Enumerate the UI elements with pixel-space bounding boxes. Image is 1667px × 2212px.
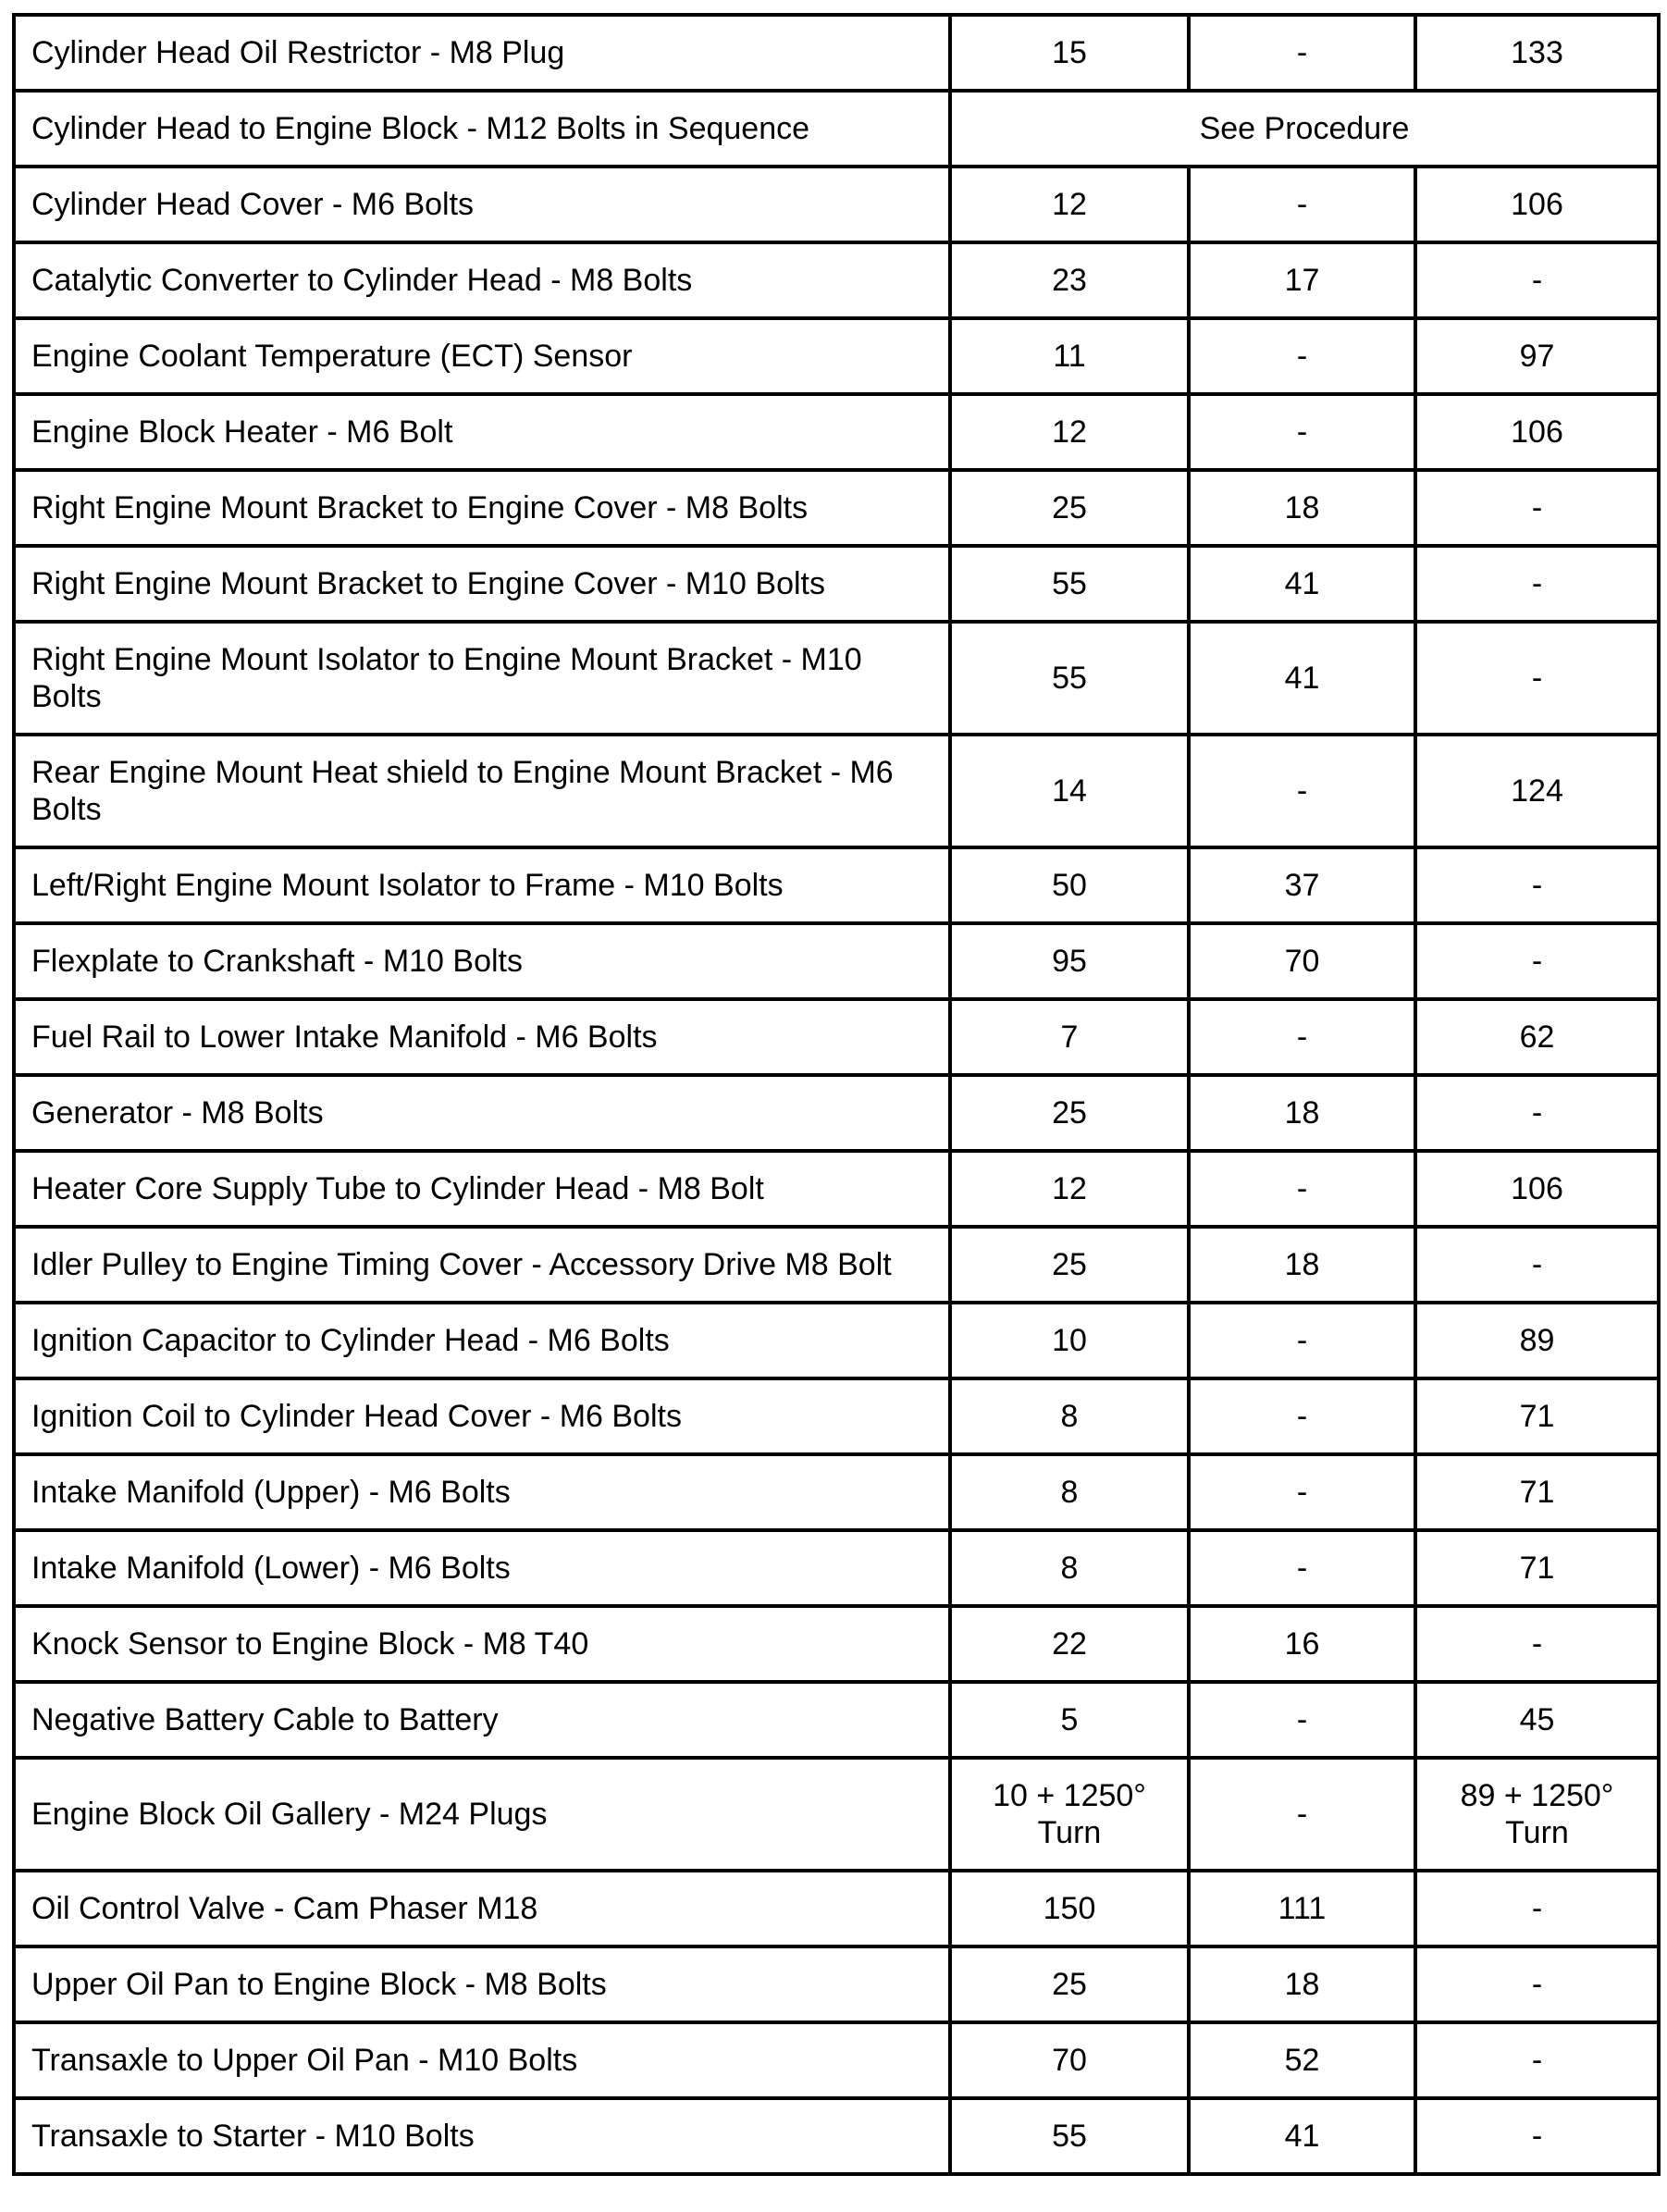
torque-nm-value: 50 <box>950 847 1189 923</box>
torque-lbin-value: 62 <box>1415 999 1659 1075</box>
torque-lbft-value: - <box>1189 1378 1415 1454</box>
torque-spec-table-body <box>14 15 1659 2174</box>
table-row <box>14 1758 1659 1871</box>
torque-lbin-value: 97 <box>1415 318 1659 394</box>
component-description: Heater Core Supply Tube to Cylinder Head - M8 Bolt <box>14 1151 950 1227</box>
torque-nm-value: 8 <box>950 1378 1189 1454</box>
component-description: Negative Battery Cable to Battery <box>14 1682 950 1758</box>
torque-nm-value: 12 <box>950 167 1189 242</box>
torque-nm-value: 70 <box>950 2022 1189 2098</box>
table-row <box>14 1871 1659 1946</box>
table-row <box>14 15 1659 91</box>
torque-lbft-value: - <box>1189 1454 1415 1530</box>
torque-nm-value: 23 <box>950 242 1189 318</box>
torque-nm-value: 12 <box>950 1151 1189 1227</box>
table-row <box>14 1682 1659 1758</box>
procedure-note: See Procedure <box>950 91 1659 167</box>
torque-lbin-value: - <box>1415 1227 1659 1303</box>
component-description: Knock Sensor to Engine Block - M8 T40 <box>14 1606 950 1682</box>
table-row <box>14 999 1659 1075</box>
table-row <box>14 91 1659 167</box>
torque-lbin-value: 45 <box>1415 1682 1659 1758</box>
torque-lbft-value: - <box>1189 1151 1415 1227</box>
torque-lbin-value: 106 <box>1415 1151 1659 1227</box>
table-row <box>14 1075 1659 1151</box>
component-description: Right Engine Mount Bracket to Engine Cover - M10 Bolts <box>14 546 950 622</box>
torque-lbft-value: - <box>1189 735 1415 847</box>
torque-nm-value: 11 <box>950 318 1189 394</box>
torque-nm-value: 22 <box>950 1606 1189 1682</box>
torque-lbin-value: - <box>1415 546 1659 622</box>
torque-nm-value: 25 <box>950 1227 1189 1303</box>
torque-nm-value: 25 <box>950 1075 1189 1151</box>
component-description: Catalytic Converter to Cylinder Head - M8 Bolts <box>14 242 950 318</box>
torque-lbft-value: 52 <box>1189 2022 1415 2098</box>
component-description: Oil Control Valve - Cam Phaser M18 <box>14 1871 950 1946</box>
torque-lbin-value: 124 <box>1415 735 1659 847</box>
torque-lbin-value: - <box>1415 242 1659 318</box>
torque-nm-value: 55 <box>950 546 1189 622</box>
torque-nm-value: 150 <box>950 1871 1189 1946</box>
torque-lbin-value: 106 <box>1415 394 1659 470</box>
table-row <box>14 923 1659 999</box>
torque-lbin-value: 89 <box>1415 1303 1659 1378</box>
torque-nm-value: 12 <box>950 394 1189 470</box>
torque-lbin-value: - <box>1415 1606 1659 1682</box>
torque-lbin-value: 71 <box>1415 1530 1659 1606</box>
torque-lbin-value: - <box>1415 1075 1659 1151</box>
table-row <box>14 167 1659 242</box>
component-description: Ignition Coil to Cylinder Head Cover - M6 Bolts <box>14 1378 950 1454</box>
table-row <box>14 2098 1659 2174</box>
table-row <box>14 2022 1659 2098</box>
component-description: Flexplate to Crankshaft - M10 Bolts <box>14 923 950 999</box>
table-row <box>14 1378 1659 1454</box>
component-description: Transaxle to Starter - M10 Bolts <box>14 2098 950 2174</box>
torque-lbft-value: 41 <box>1189 622 1415 735</box>
torque-nm-value: 10 + 1250° Turn <box>950 1758 1189 1871</box>
torque-lbin-value: - <box>1415 847 1659 923</box>
torque-lbft-value: - <box>1189 167 1415 242</box>
torque-lbft-value: - <box>1189 1530 1415 1606</box>
component-description: Upper Oil Pan to Engine Block - M8 Bolts <box>14 1946 950 2022</box>
torque-nm-value: 25 <box>950 1946 1189 2022</box>
component-description: Cylinder Head Oil Restrictor - M8 Plug <box>14 15 950 91</box>
torque-nm-value: 8 <box>950 1530 1189 1606</box>
component-description: Fuel Rail to Lower Intake Manifold - M6 Bolts <box>14 999 950 1075</box>
table-row <box>14 1606 1659 1682</box>
torque-lbft-value: 41 <box>1189 2098 1415 2174</box>
torque-lbin-value: - <box>1415 923 1659 999</box>
torque-lbft-value: 41 <box>1189 546 1415 622</box>
torque-nm-value: 55 <box>950 622 1189 735</box>
torque-lbft-value: 16 <box>1189 1606 1415 1682</box>
torque-spec-table <box>12 13 1661 2176</box>
torque-lbft-value: - <box>1189 1758 1415 1871</box>
torque-lbft-value: - <box>1189 1682 1415 1758</box>
component-description: Transaxle to Upper Oil Pan - M10 Bolts <box>14 2022 950 2098</box>
component-description: Intake Manifold (Upper) - M6 Bolts <box>14 1454 950 1530</box>
torque-lbft-value: 18 <box>1189 1227 1415 1303</box>
torque-lbft-value: 18 <box>1189 470 1415 546</box>
torque-lbft-value: 17 <box>1189 242 1415 318</box>
torque-lbin-value: 71 <box>1415 1454 1659 1530</box>
table-row <box>14 1227 1659 1303</box>
component-description: Idler Pulley to Engine Timing Cover - Accessory Drive M8 Bolt <box>14 1227 950 1303</box>
torque-nm-value: 55 <box>950 2098 1189 2174</box>
table-row <box>14 546 1659 622</box>
torque-nm-value: 7 <box>950 999 1189 1075</box>
table-row <box>14 735 1659 847</box>
table-row <box>14 470 1659 546</box>
torque-lbin-value: - <box>1415 470 1659 546</box>
table-row <box>14 622 1659 735</box>
torque-lbft-value: 111 <box>1189 1871 1415 1946</box>
torque-nm-value: 14 <box>950 735 1189 847</box>
table-row <box>14 1454 1659 1530</box>
table-row <box>14 318 1659 394</box>
component-description: Cylinder Head to Engine Block - M12 Bolts in Sequence <box>14 91 950 167</box>
torque-lbin-value: 89 + 1250° Turn <box>1415 1758 1659 1871</box>
torque-lbin-value: - <box>1415 1946 1659 2022</box>
component-description: Engine Coolant Temperature (ECT) Sensor <box>14 318 950 394</box>
component-description: Engine Block Oil Gallery - M24 Plugs <box>14 1758 950 1871</box>
torque-nm-value: 15 <box>950 15 1189 91</box>
component-description: Ignition Capacitor to Cylinder Head - M6 Bolts <box>14 1303 950 1378</box>
component-description: Rear Engine Mount Heat shield to Engine Mount Bracket - M6 Bolts <box>14 735 950 847</box>
torque-lbft-value: - <box>1189 1303 1415 1378</box>
component-description: Cylinder Head Cover - M6 Bolts <box>14 167 950 242</box>
component-description: Left/Right Engine Mount Isolator to Frame - M10 Bolts <box>14 847 950 923</box>
torque-nm-value: 95 <box>950 923 1189 999</box>
torque-lbft-value: 37 <box>1189 847 1415 923</box>
component-description: Engine Block Heater - M6 Bolt <box>14 394 950 470</box>
torque-nm-value: 10 <box>950 1303 1189 1378</box>
torque-nm-value: 5 <box>950 1682 1189 1758</box>
torque-lbin-value: 71 <box>1415 1378 1659 1454</box>
table-row <box>14 1530 1659 1606</box>
torque-lbin-value: 133 <box>1415 15 1659 91</box>
torque-lbin-value: - <box>1415 622 1659 735</box>
component-description: Intake Manifold (Lower) - M6 Bolts <box>14 1530 950 1606</box>
torque-lbft-value: 18 <box>1189 1075 1415 1151</box>
torque-nm-value: 25 <box>950 470 1189 546</box>
table-row <box>14 1151 1659 1227</box>
component-description: Right Engine Mount Bracket to Engine Cover - M8 Bolts <box>14 470 950 546</box>
component-description: Generator - M8 Bolts <box>14 1075 950 1151</box>
torque-nm-value: 8 <box>950 1454 1189 1530</box>
table-row <box>14 394 1659 470</box>
torque-lbin-value: - <box>1415 2022 1659 2098</box>
table-row <box>14 847 1659 923</box>
component-description: Right Engine Mount Isolator to Engine Mount Bracket - M10 Bolts <box>14 622 950 735</box>
torque-lbft-value: - <box>1189 318 1415 394</box>
torque-lbin-value: - <box>1415 2098 1659 2174</box>
torque-lbft-value: - <box>1189 394 1415 470</box>
table-row <box>14 242 1659 318</box>
table-row <box>14 1303 1659 1378</box>
table-row <box>14 1946 1659 2022</box>
torque-lbin-value: - <box>1415 1871 1659 1946</box>
torque-lbin-value: 106 <box>1415 167 1659 242</box>
torque-lbft-value: 18 <box>1189 1946 1415 2022</box>
torque-lbft-value: 70 <box>1189 923 1415 999</box>
torque-lbft-value: - <box>1189 15 1415 91</box>
torque-lbft-value: - <box>1189 999 1415 1075</box>
